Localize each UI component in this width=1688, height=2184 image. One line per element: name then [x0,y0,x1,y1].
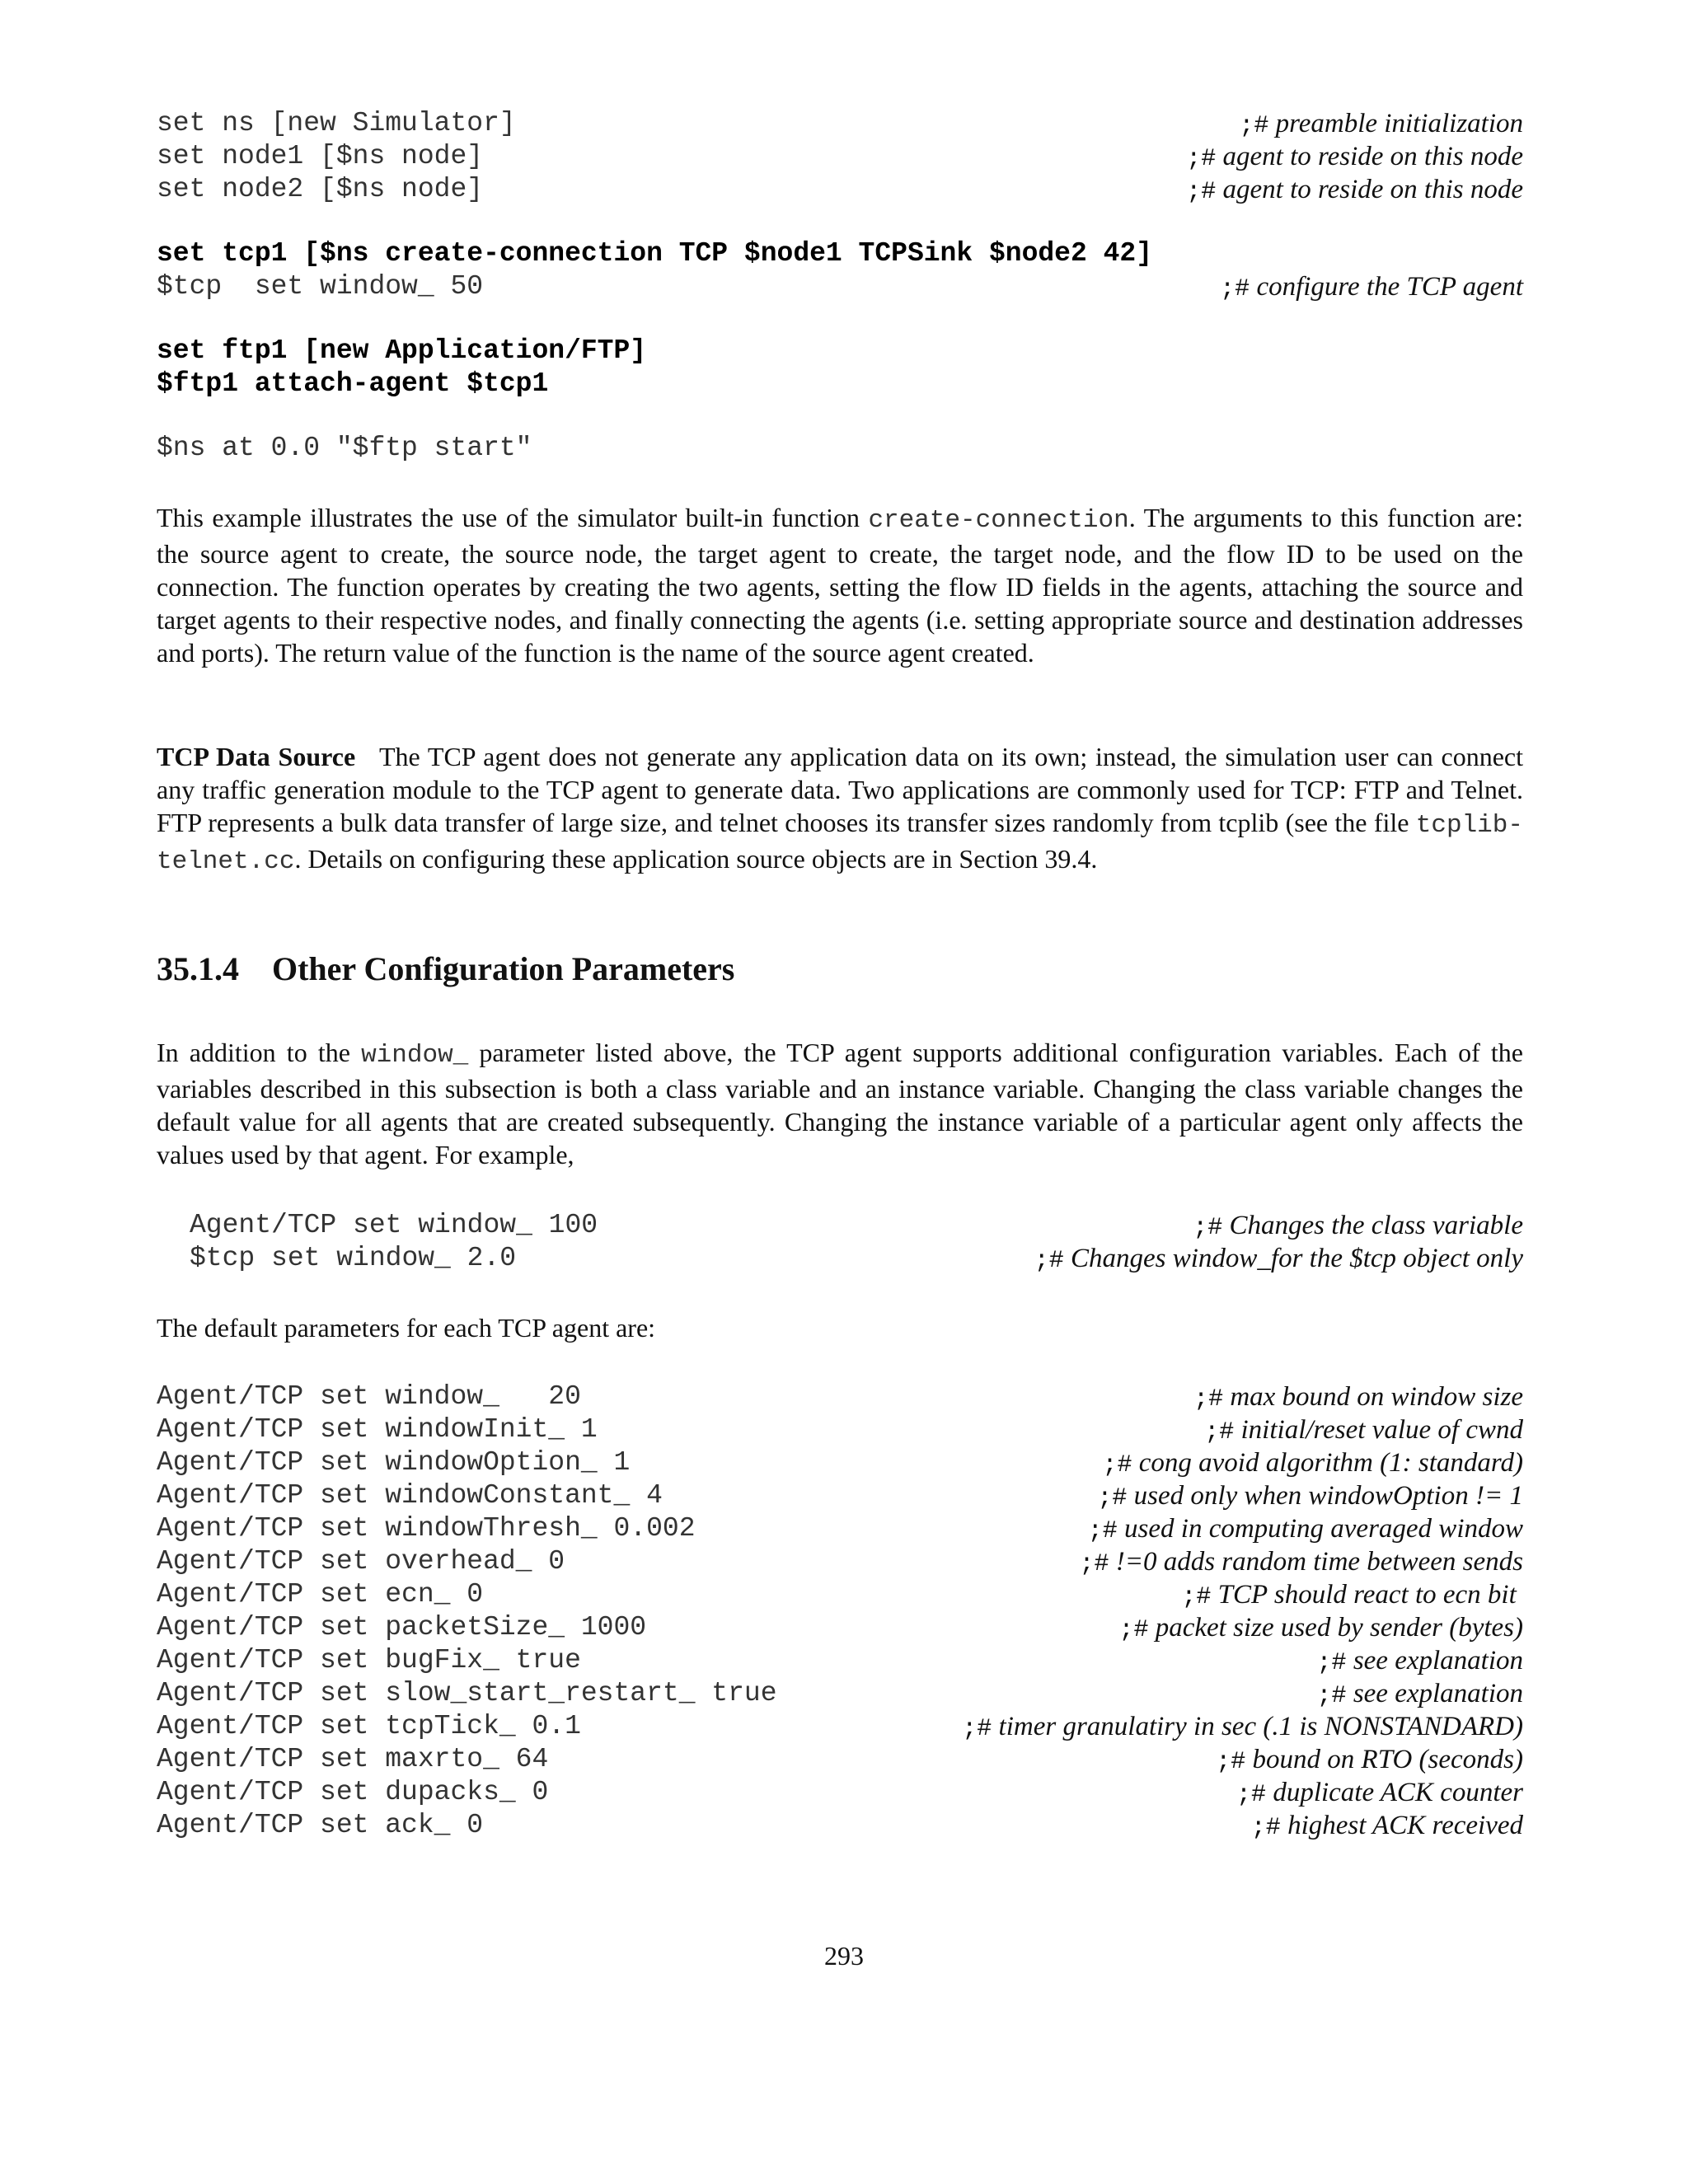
comment-prefix: ;# [1216,1748,1246,1776]
comment-text: agent to reside on this node [1222,142,1523,171]
code-comment [1236,1776,1523,1811]
comment-prefix: ;# [1220,275,1250,303]
code-line [157,140,1523,173]
code-text: Agent/TCP set windowInit_ 1 [157,1414,598,1445]
section-title: Other Configuration Parameters [272,950,735,987]
code-text: Agent/TCP set ack_ 0 [157,1810,484,1840]
comment-prefix: ;# [1079,1550,1109,1578]
comment-prefix: ;# [1186,178,1217,206]
code-comment [1251,1809,1523,1844]
code-line [157,1677,1523,1710]
comment-text: packet size used by sender (bytes) [1155,1613,1523,1643]
code-block-defaults [157,1380,1523,1842]
code-line [157,1512,1523,1545]
comment-text: used in computing averaged window [1124,1514,1523,1544]
para-text: This example illustrates the use of the simulator built-in function [157,503,869,532]
code-text: $ns at 0.0 "$ftp start" [157,433,532,463]
code-line [157,1446,1523,1479]
code-comment [1317,1677,1523,1713]
code-text: Agent/TCP set windowOption_ 1 [157,1447,631,1478]
inline-code: create-connection [868,506,1129,535]
code-comment [1088,1512,1523,1548]
comment-prefix: ;# [1316,1649,1347,1677]
paragraph-lead: TCP Data Source [157,742,356,771]
comment-text: !=0 adds random time between sends [1115,1547,1523,1577]
comment-text: Changes window_for the $tcp object only [1070,1244,1523,1273]
code-line [157,368,1523,401]
comment-text: timer granulatiry in sec (.1 is NONSTANDARD) [998,1712,1523,1741]
code-line [157,1545,1523,1578]
code-text: Agent/TCP set window_ 20 [157,1381,581,1412]
code-text: Agent/TCP set windowThresh_ 0.002 [157,1513,696,1544]
code-block-ftp-app [157,335,1523,401]
comment-text: configure the TCP agent [1256,272,1523,302]
code-line [190,1242,1523,1275]
comment-text: agent to reside on this node [1222,175,1523,204]
code-line [157,1578,1523,1611]
code-line [157,335,1523,368]
comment-prefix: ;# [962,1715,992,1743]
comment-text: cong avoid algorithm (1: standard) [1138,1448,1523,1478]
comment-text: highest ACK received [1287,1811,1523,1840]
code-text: set ns [new Simulator] [157,108,516,138]
code-text: set tcp1 [$ns create-connection TCP $node1 TCPSink $node2 42] [157,238,1152,269]
paragraph-create-connection [157,501,1523,669]
comment-text: used only when windowOption != 1 [1133,1481,1523,1511]
code-text: set node1 [$ns node] [157,141,484,171]
comment-prefix: ;# [1186,145,1217,173]
code-line [157,270,1523,303]
code-line [157,1611,1523,1644]
comment-prefix: ;# [1204,1418,1235,1446]
comment-text: see explanation [1353,1679,1523,1708]
code-text: Agent/TCP set dupacks_ 0 [157,1777,549,1807]
para-text: . Details on configuring these application source objects are in Section 39.4. [294,844,1098,874]
para-text: In addition to the [157,1038,362,1067]
code-block-create-connection [157,237,1523,303]
comment-prefix: ;# [1316,1682,1347,1710]
code-line [157,1644,1523,1677]
code-comment [1216,1743,1523,1779]
code-comment [1193,1380,1523,1416]
paragraph-tcp-data-source [157,740,1531,879]
section-number: 35.1.4 [157,950,239,987]
comment-prefix: ;# [1236,1781,1267,1809]
comment-text: duplicate ACK counter [1273,1778,1523,1807]
section-heading [157,949,1523,988]
code-line [157,1743,1523,1776]
code-line [157,1479,1523,1512]
comment-prefix: ;# [1193,1214,1223,1242]
paragraph-config-intro [157,1036,1523,1171]
inline-code: tcplib-telnet.cc [157,811,1523,876]
code-comment [1239,107,1523,143]
para-text: parameter listed above, the TCP agent supports additional configuration variables. Each of the variables described in this subsection is both a class variable and an instance variable. Changing the class variable changes the default value for all agents that are created subsequently. Changing the instance variable of a particular agent only affects the values used by that agent. For example, [157,1038,1524,1169]
comment-text: bound on RTO (seconds) [1252,1745,1523,1774]
code-comment [1079,1545,1523,1581]
code-text: Agent/TCP set window_ 100 [190,1210,598,1240]
comment-text: Changes the class variable [1229,1211,1523,1240]
comment-prefix: ;# [1118,1616,1149,1644]
code-text: $tcp set window_ 50 [157,271,484,302]
code-block-start [157,432,1523,465]
code-comment [962,1710,1523,1746]
code-block-example [157,1209,1523,1275]
paragraph-defaults-intro: The default parameters for each TCP agent are: [157,1313,656,1343]
comment-prefix: ;# [1181,1583,1212,1611]
page-number: 293 [824,1941,864,1971]
code-line [157,237,1523,270]
para-text: . The arguments to this function are: the source agent to create, the source node, the target agent to create, the target node, and the flow ID to be used on the connection. The function operates by creating the two agents, setting the flow ID fields in the agents, attaching the source and target agents to their respective nodes, and finally connecting the agents (i.e. setting appropriate source and destination addresses and ports). The return value of the function is the name of the source agent created. [157,503,1524,668]
comment-prefix: ;# [1250,1814,1281,1842]
para-text: The TCP agent does not generate any application data on its own; instead, the simulation user can connect any traffic generation module to the TCP agent to generate data. Two applications are commonly used for TCP: FTP and Telnet. FTP represents a bulk data transfer of large size, and telnet chooses its transfer sizes randomly from tcplib (see the file [157,742,1531,837]
code-block-preamble [157,107,1523,206]
code-line [157,1710,1523,1743]
code-text: set node2 [$ns node] [157,174,484,204]
code-text: Agent/TCP set maxrto_ 64 [157,1744,549,1774]
code-comment [1097,1479,1523,1515]
code-text: Agent/TCP set tcpTick_ 0.1 [157,1711,581,1741]
code-text: $ftp1 attach-agent $tcp1 [157,368,549,399]
document-page [157,107,1531,1842]
code-comment [1186,173,1523,209]
comment-prefix: ;# [1239,112,1269,140]
code-line [157,432,1523,465]
code-text: Agent/TCP set slow_start_restart_ true [157,1678,777,1708]
code-line [157,173,1523,206]
code-text: Agent/TCP set ecn_ 0 [157,1579,484,1610]
code-text: Agent/TCP set bugFix_ true [157,1645,581,1675]
code-text: Agent/TCP set windowConstant_ 4 [157,1480,663,1511]
inline-code: window_ [361,1041,469,1070]
code-comment [1102,1446,1523,1482]
code-line [157,1776,1523,1809]
comment-prefix: ;# [1087,1517,1118,1545]
code-comment [1034,1242,1523,1277]
code-comment [1220,270,1523,306]
code-comment [1186,140,1523,176]
code-comment [1317,1644,1523,1680]
code-text: set ftp1 [new Application/FTP] [157,335,647,366]
code-text: Agent/TCP set overhead_ 0 [157,1546,565,1577]
comment-text: max bound on window size [1230,1382,1523,1412]
comment-prefix: ;# [1034,1247,1064,1275]
code-line [157,1380,1523,1413]
code-line [157,1413,1523,1446]
code-comment [1181,1578,1523,1614]
code-comment [1204,1413,1523,1449]
code-comment [1118,1611,1523,1647]
comment-text: see explanation [1353,1646,1523,1675]
comment-prefix: ;# [1193,1385,1224,1413]
comment-text: TCP should react to ecn bit [1217,1580,1523,1610]
code-line [157,107,1523,140]
comment-text: preamble initialization [1275,109,1523,138]
code-line [157,1809,1523,1842]
comment-text: initial/reset value of cwnd [1240,1415,1523,1445]
code-text: Agent/TCP set packetSize_ 1000 [157,1612,647,1643]
code-line [190,1209,1523,1242]
comment-prefix: ;# [1097,1484,1128,1512]
code-text: $tcp set window_ 2.0 [190,1243,517,1273]
code-comment [1193,1209,1523,1244]
comment-prefix: ;# [1102,1451,1132,1479]
